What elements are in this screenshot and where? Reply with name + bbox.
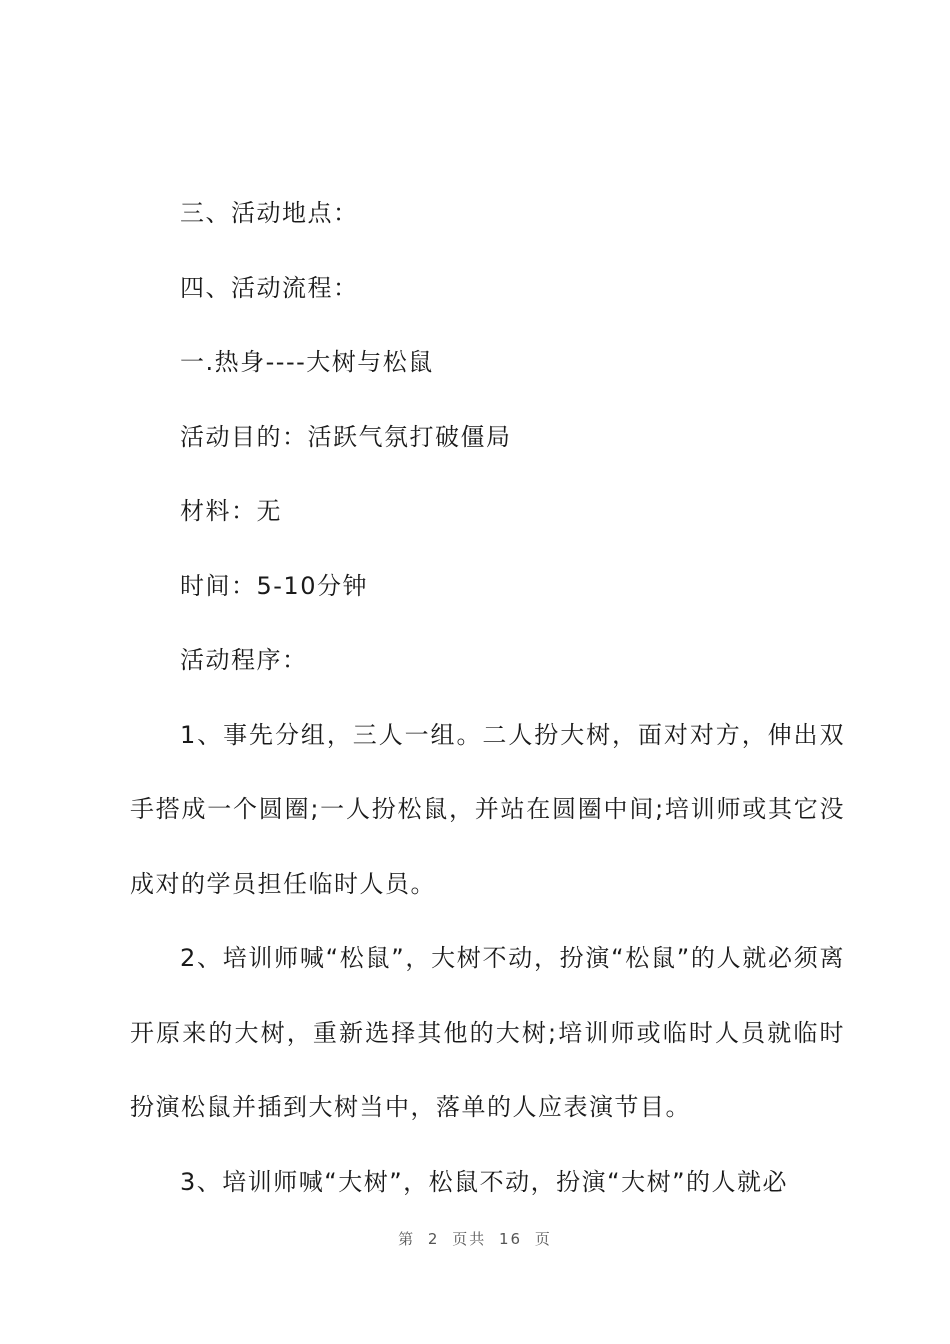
procedure-step-2: 2、培训师喊“松鼠”，大树不动，扮演“松鼠”的人就必须离开原来的大树，重新选择其他的大树;培训师或临时人员就临时扮演松鼠并插到大树当中，落单的人应表演节目。 — [130, 944, 845, 1121]
heading-activity-location: 三、活动地点： — [180, 199, 359, 227]
activity-procedure-heading: 活动程序： — [180, 646, 308, 674]
page-number-footer: 第 2 页共 16 页 — [398, 1230, 552, 1248]
activity-materials: 材料：无 — [180, 497, 282, 525]
procedure-step-1: 1、事先分组，三人一组。二人扮大树，面对对方，伸出双手搭成一个圆圈;一人扮松鼠，并站在圆圈中间;培训师或其它没成对的学员担任临时人员。 — [130, 720, 845, 898]
activity-time: 时间：5-10分钟 — [180, 571, 368, 600]
procedure-step-3: 3、培训师喊“大树”，松鼠不动，扮演“大树”的人就必 — [180, 1167, 789, 1196]
heading-warmup: 一.热身----大树与松鼠 — [180, 348, 434, 376]
activity-purpose: 活动目的：活跃气氛打破僵局 — [180, 422, 512, 451]
heading-activity-process: 四、活动流程： — [180, 273, 359, 302]
document-body — [130, 176, 845, 1219]
